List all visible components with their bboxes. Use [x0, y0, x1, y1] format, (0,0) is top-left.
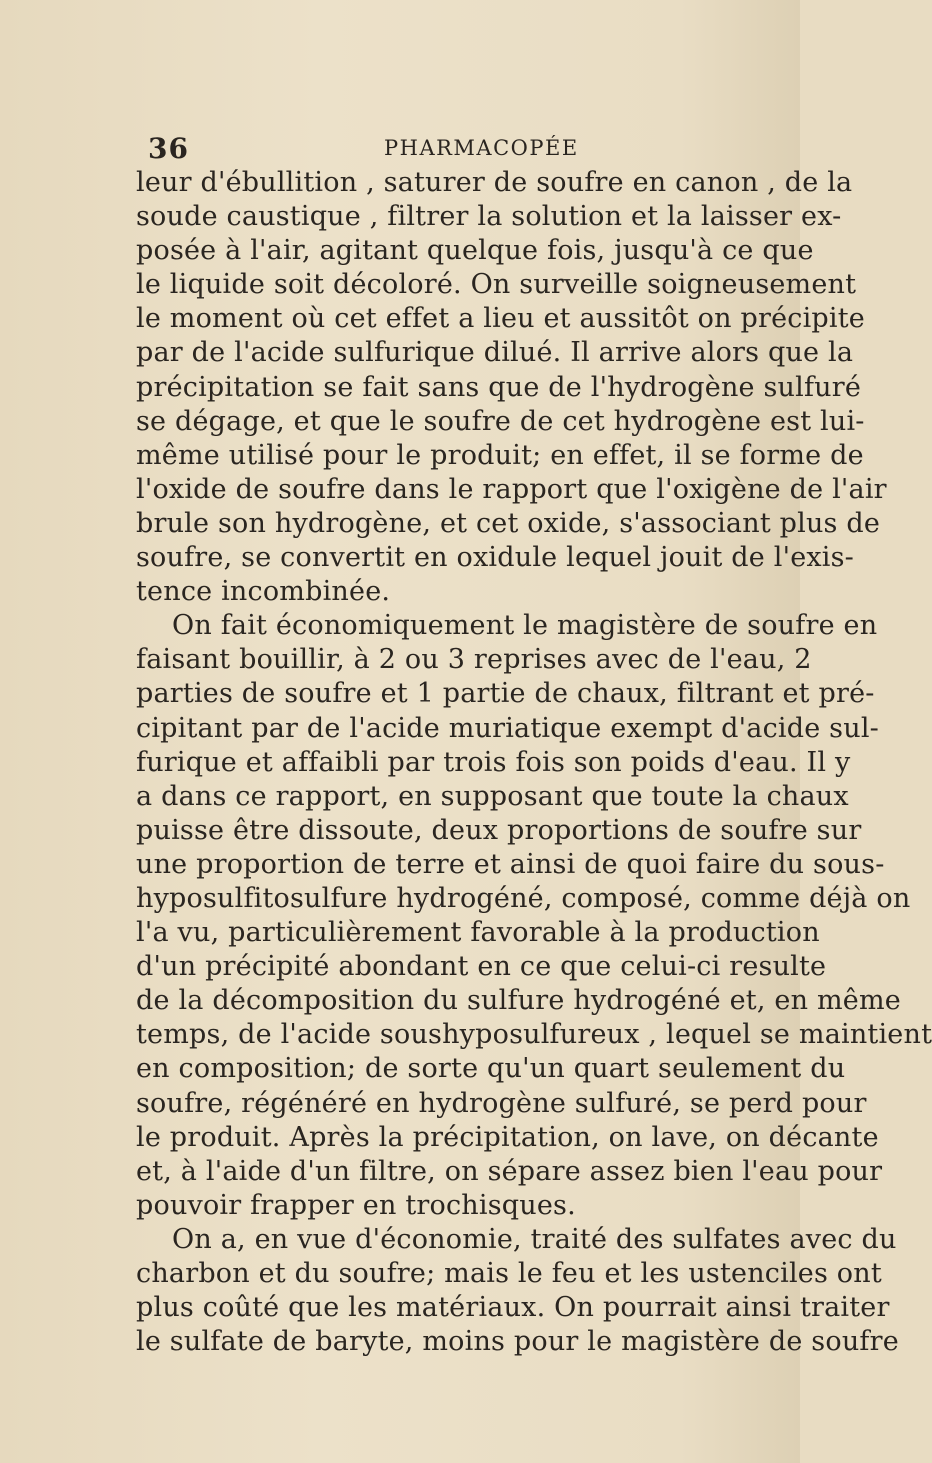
text-line: le produit. Après la précipitation, on lave, on décante [136, 1121, 879, 1153]
running-title: PHARMACOPÉE [384, 136, 579, 160]
text-line: une proportion de terre et ainsi de quoi faire du sous- [136, 848, 885, 880]
text-line: leur d'ébullition , saturer de soufre en canon , de la [136, 167, 853, 198]
text-line: même utilisé pour le produit; en effet, il se forme de [136, 439, 864, 471]
paragraph-start-line: On fait économiquement le magistère de soufre en [172, 610, 878, 642]
text-line: posée à l'air, agitant quelque fois, jusqu'à ce que [136, 235, 814, 267]
text-line: cipitant par de l'acide muriatique exempt d'acide sul- [136, 712, 879, 744]
text-line: brule son hydrogène, et cet oxide, s'associant plus de [136, 507, 881, 539]
text-line: et, à l'aide d'un filtre, on sépare assez bien l'eau pour [136, 1155, 883, 1187]
paragraph-end-line: pouvoir frapper en trochisques. [136, 1189, 576, 1221]
text-line: précipitation se fait sans que de l'hydrogène sulfuré [136, 371, 862, 403]
text-line: plus coûté que les matériaux. On pourrait ainsi traiter [136, 1292, 890, 1324]
text-line: hyposulfitosulfure hydrogéné, composé, comme déjà on [136, 882, 911, 914]
text-line: le moment où cet effet a lieu et aussitôt on précipite [136, 303, 865, 335]
text-line: l'a vu, particulièrement favorable à la production [136, 917, 820, 949]
paragraph-start-line: On a, en vue d'économie, traité des sulfates avec du [172, 1223, 897, 1255]
text-line: soufre, régénéré en hydrogène sulfuré, se perd pour [136, 1087, 867, 1119]
text-line: le sulfate de baryte, moins pour le magistère de soufre [136, 1326, 899, 1358]
body-text [136, 166, 932, 1359]
text-line: temps, de l'acide soushyposulfureux , lequel se maintient [136, 1019, 932, 1051]
text-line: furique et affaibli par trois fois son poids d'eau. Il y [136, 746, 851, 778]
text-line: parties de soufre et 1 partie de chaux, filtrant et pré- [136, 678, 875, 710]
text-line: a dans ce rapport, en supposant que toute la chaux [136, 780, 849, 812]
text-line: par de l'acide sulfurique dilué. Il arrive alors que la [136, 337, 854, 369]
text-line: le liquide soit décoloré. On surveille soigneusement [136, 269, 857, 301]
text-line: faisant bouillir, à 2 ou 3 reprises avec de l'eau, 2 [136, 644, 812, 676]
text-line: charbon et du soufre; mais le feu et les ustenciles ont [136, 1258, 882, 1289]
text-line: soufre, se convertit en oxidule lequel jouit de l'exis- [136, 542, 855, 574]
text-line: se dégage, et que le soufre de cet hydrogène est lui- [136, 405, 865, 437]
text-line: l'oxide de soufre dans le rapport que l'oxigène de l'air [136, 473, 887, 505]
paragraph-end-line: tence incombinée. [136, 576, 391, 608]
text-line: de la décomposition du sulfure hydrogéné et, en même [136, 985, 901, 1017]
page-number: 36 [148, 132, 189, 165]
text-line: en composition; de sorte qu'un quart seulement du [136, 1053, 846, 1085]
text-line: puisse être dissoute, deux proportions de soufre sur [136, 814, 862, 846]
text-line: soude caustique , filtrer la solution et la laisser ex- [136, 201, 842, 233]
text-line: d'un précipité abondant en ce que celui-ci resulte [136, 951, 827, 983]
